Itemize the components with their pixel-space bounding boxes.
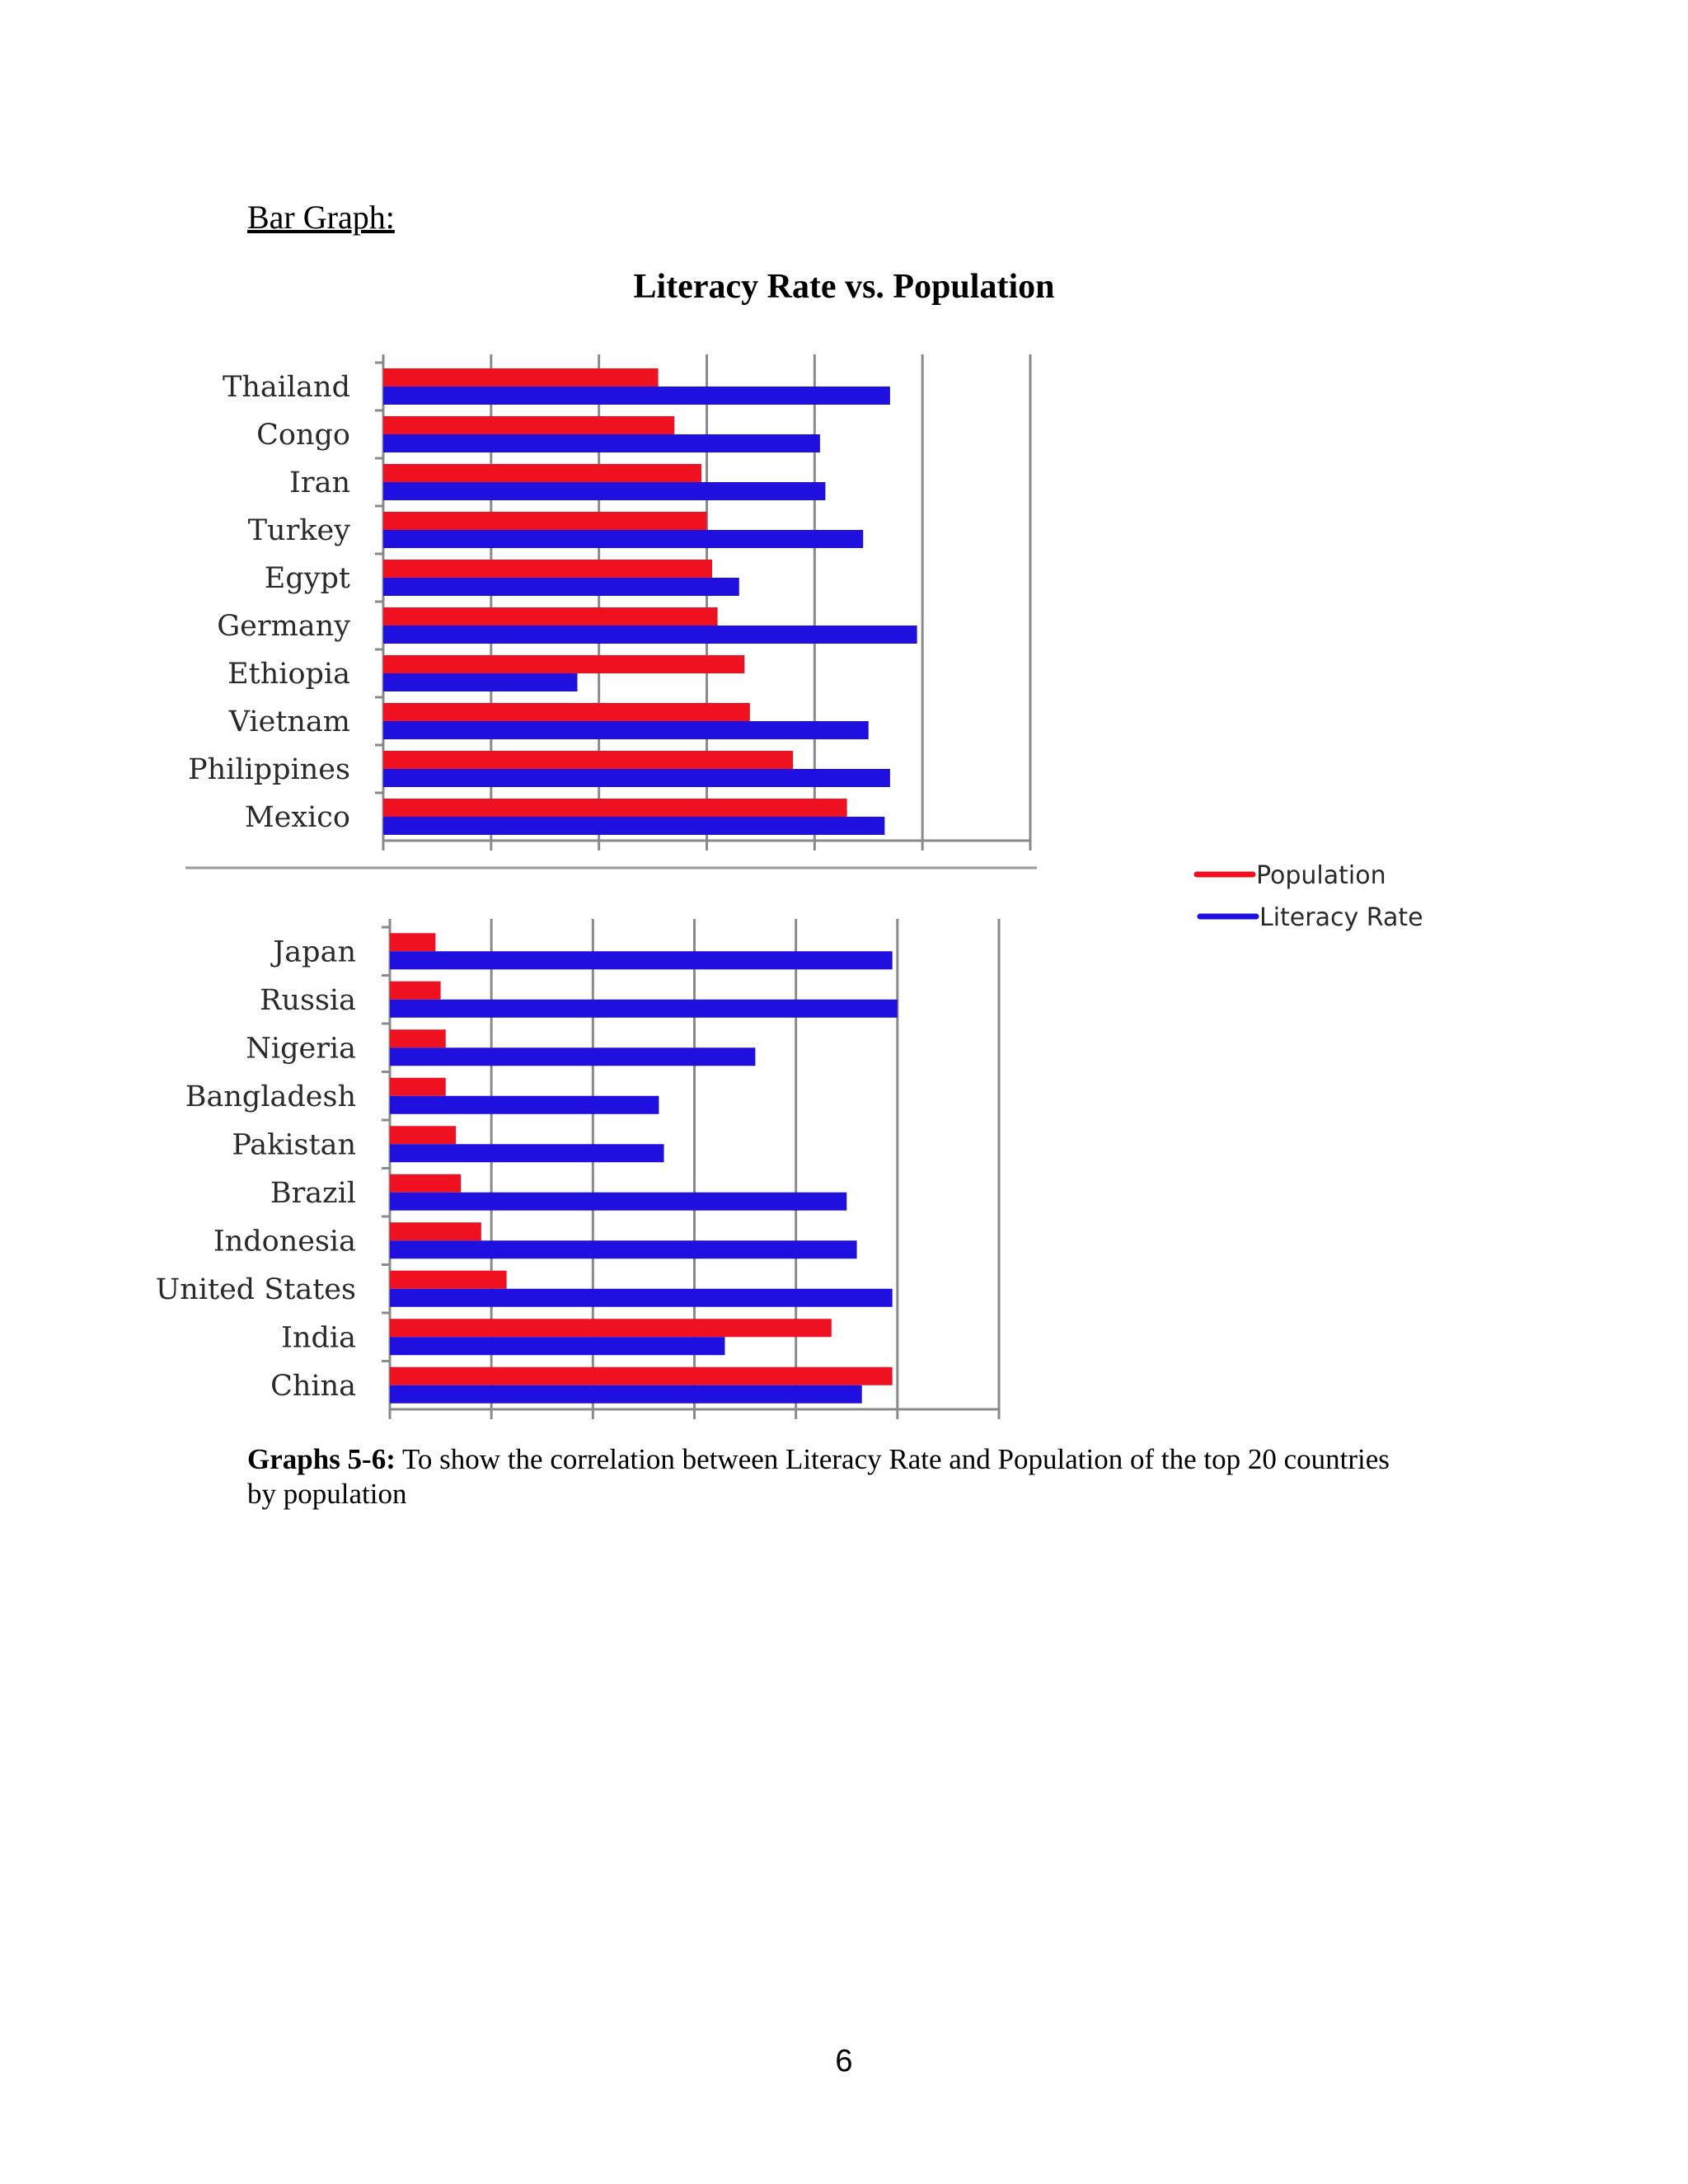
bar-population <box>383 560 712 578</box>
bar-population <box>383 416 674 434</box>
category-label: Turkey <box>247 514 350 547</box>
legend-label-literacy: Literacy Rate <box>1259 903 1423 932</box>
bar-population <box>390 933 435 951</box>
bar-population <box>390 1174 461 1193</box>
bar-literacy <box>383 673 578 691</box>
bar-population <box>383 703 750 721</box>
bar-population <box>383 751 793 769</box>
legend <box>1197 861 1423 932</box>
bar-literacy <box>390 1193 846 1211</box>
bar-literacy <box>383 769 890 787</box>
category-label: Russia <box>260 983 356 1017</box>
category-label: Japan <box>273 935 356 969</box>
caption-text: To show the correlation between Literacy Rate and Population of the top 20 countries by population <box>247 1443 1390 1510</box>
bar-literacy <box>383 578 739 596</box>
category-label: Germany <box>217 610 350 643</box>
bar-population <box>383 464 701 482</box>
category-label: Brazil <box>270 1176 356 1210</box>
bar-literacy <box>383 434 820 452</box>
bar-literacy <box>383 626 917 644</box>
category-label: United States <box>155 1272 356 1306</box>
bar-literacy <box>390 1096 659 1114</box>
bar-population <box>390 1319 832 1337</box>
category-label: Philippines <box>188 753 350 786</box>
category-label: Congo <box>256 419 350 452</box>
category-label: Pakistan <box>232 1128 356 1162</box>
bar-population <box>383 607 718 626</box>
category-label: Thailand <box>223 371 350 404</box>
bar-literacy <box>383 721 869 739</box>
bar-literacy <box>390 1385 862 1404</box>
bar-population <box>390 1078 446 1096</box>
chart-panel-1 <box>188 354 1030 851</box>
bar-population <box>390 1126 456 1144</box>
bar-population <box>390 1029 446 1047</box>
bar-population <box>390 982 441 1000</box>
category-label: Nigeria <box>246 1032 356 1066</box>
category-label: Egypt <box>264 562 350 595</box>
bar-literacy <box>390 951 893 969</box>
bar-literacy <box>390 1047 755 1066</box>
legend-label-population: Population <box>1256 861 1386 890</box>
bar-literacy <box>383 817 884 835</box>
bar-population <box>390 1222 481 1240</box>
bar-population <box>383 799 847 817</box>
section-heading: Bar Graph: <box>247 199 395 236</box>
bar-literacy <box>390 1337 724 1355</box>
bar-population <box>383 655 744 673</box>
bar-population <box>383 368 659 387</box>
bar-literacy <box>390 1289 893 1307</box>
bar-literacy <box>390 1000 898 1018</box>
caption-label: Graphs 5-6: <box>247 1443 396 1475</box>
chart-panel-2 <box>156 919 999 1419</box>
category-label: Bangladesh <box>185 1080 356 1113</box>
page-number: 6 <box>835 2044 853 2079</box>
figure-caption <box>247 1442 1418 1511</box>
category-label: India <box>281 1321 356 1355</box>
category-label: Mexico <box>244 801 350 834</box>
category-label: China <box>270 1369 356 1403</box>
bar-literacy <box>383 530 863 548</box>
chart-title: Literacy Rate vs. Population <box>633 268 1055 306</box>
category-label: Iran <box>289 466 350 499</box>
category-label: Indonesia <box>213 1225 356 1258</box>
category-label: Ethiopia <box>227 658 350 691</box>
bar-literacy <box>390 1240 857 1258</box>
bar-literacy <box>383 482 825 500</box>
category-label: Vietnam <box>228 705 350 738</box>
bar-population <box>390 1271 507 1289</box>
bar-literacy <box>383 387 890 405</box>
chart-layer <box>156 354 1030 1419</box>
bar-population <box>383 512 707 530</box>
bar-literacy <box>390 1144 664 1162</box>
bar-population <box>390 1367 893 1385</box>
